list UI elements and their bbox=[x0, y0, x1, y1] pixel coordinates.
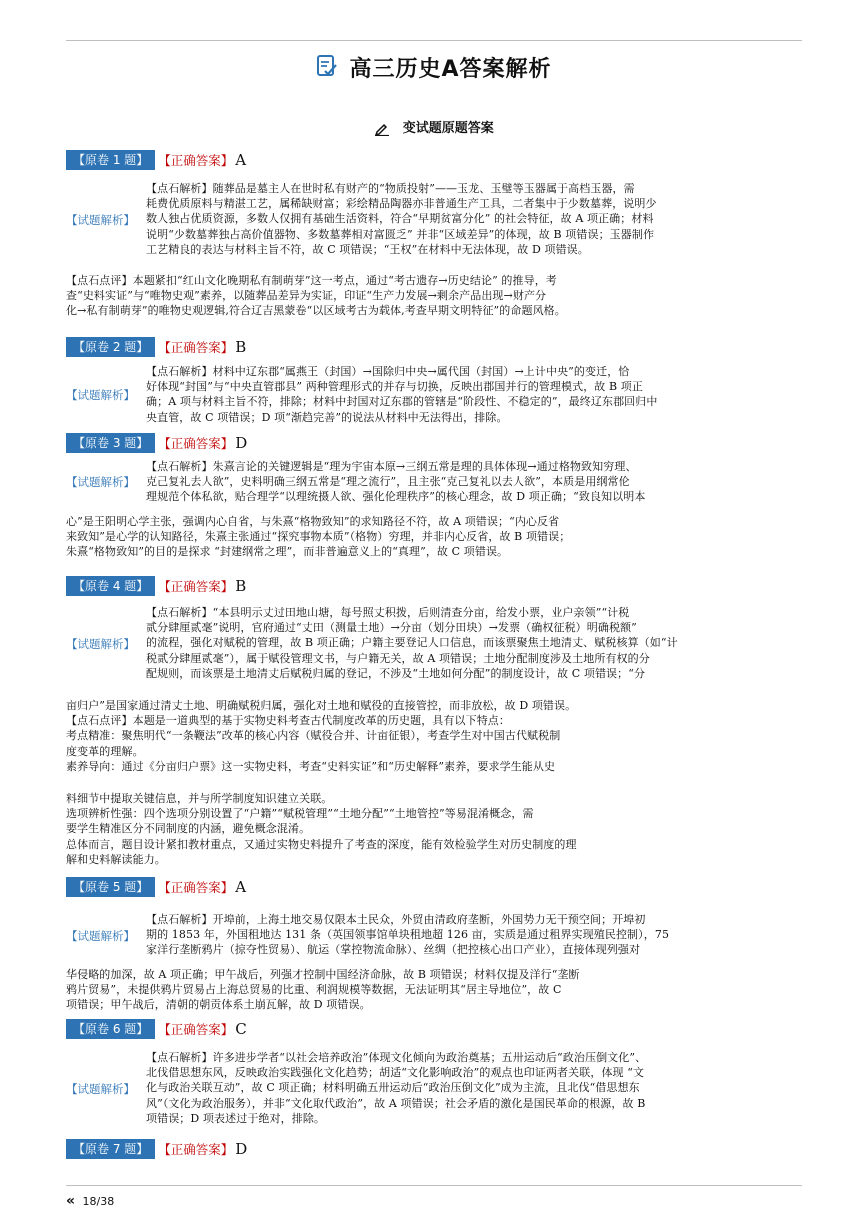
text-line: 期的 1853 年，外国租地达 131 条（英国领事馆单块租地超 126 亩，实质是通过租界实现殖民控制），75 bbox=[146, 928, 670, 942]
text-line: 配规则，而该票是土地清丈后赋税归属的登记，不涉及“土地如何分配”的制度设计，故 C 项错误；“分 bbox=[146, 666, 646, 680]
question-tag: 【原卷 7 题】 bbox=[66, 1139, 155, 1159]
question-tag: 【原卷 2 题】 bbox=[66, 337, 155, 357]
question-7-header bbox=[66, 1139, 247, 1159]
question-6-header bbox=[66, 1019, 247, 1039]
question-tag: 【原卷 3 题】 bbox=[66, 433, 155, 453]
text-line: 【点石解析】朱熹言论的关键逻辑是“理为宇宙本原→三纲五常是理的具体体现→通过格物致知穷理、 bbox=[146, 460, 637, 473]
text-line: 【点石解析】“本县明示丈过田地山塘，每号照丈积拨，后则清查分亩，给发小票，业户亲领”“计税 bbox=[146, 606, 630, 619]
text-line: 鸦片贸易”，未提供鸦片贸易占上海总贸易的比重、利润规模等数据，无法证明其“居主导地位”，故 C bbox=[66, 983, 562, 997]
text-line: 料细节中提取关键信息，并与所学制度知识建立关联。 bbox=[66, 792, 333, 805]
text-line: 好体现“封国”与“中央直管郡县” 两种管理形式的并存与切换，反映出郡国并行的管理模式，故 B 项正 bbox=[146, 380, 643, 394]
text-line: 朱熹“格物致知”的目的是探求 “封建纲常之理”，而非普遍意义上的“真理”，故 C 项错误。 bbox=[66, 545, 509, 559]
answer-label: 【正确答案】 bbox=[158, 1022, 234, 1037]
text-line: 亩归户”是国家通过清丈土地、明确赋税归属，强化对土地和赋役的直接管控，而非放松，故 D 项错误。 bbox=[66, 699, 577, 712]
section-subtitle-row bbox=[0, 117, 868, 136]
question-2-analysis bbox=[146, 364, 657, 425]
text-line: 风”（文化为政治服务），并非“文化取代政治”，故 A 项错误；社会矛盾的激化是国民革命的根源，故 B bbox=[146, 1096, 646, 1110]
text-line: 度变革的理解。 bbox=[66, 744, 144, 758]
top-rule bbox=[66, 40, 802, 41]
text-line: 【点石解析】随葬品是墓主人在世时私有财产的“物质投射”——玉龙、玉璧等玉器属于高档玉器，需 bbox=[146, 182, 635, 195]
text-line: 克己复礼去人欲”，史料明确三纲五常是“理之流行”，且主张“克己复礼以去人欲”，本质是用纲常伦 bbox=[146, 475, 630, 489]
text-line: 心”是王阳明心学主张，强调内心自省，与朱熹“格物致知”的求知路径不符，故 A 项错误；“内心反省 bbox=[66, 515, 560, 528]
text-line: 耗费优质原料与精湛工艺，属稀缺财富；彩绘精品陶器亦非普通生产工具，二者集中于少数墓葬，说明少 bbox=[146, 197, 657, 211]
text-line: 化与政治关联互动”，故 C 项正确；材料明确五卅运动后“政治压倒文化”成为主流，且北伐“借思想东 bbox=[146, 1081, 640, 1095]
answer-label: 【正确答案】 bbox=[158, 880, 234, 895]
analysis-side-label: 【试题解析】 bbox=[66, 1082, 135, 1096]
question-1-comment bbox=[66, 273, 566, 319]
answer-value: D bbox=[235, 1140, 248, 1158]
answer-label: 【正确答案】 bbox=[158, 153, 234, 168]
answer-value: C bbox=[235, 1020, 247, 1038]
text-line: 家洋行垄断鸦片（掠夺性贸易）、航运（掌控物流命脉）、丝绸（把控核心出口产业），直接体现列强对 bbox=[146, 943, 641, 957]
answer-value: A bbox=[235, 151, 247, 169]
text-line: 【点石点评】本题是一道典型的基于实物史料考查古代制度改革的历史题，具有以下特点： bbox=[66, 714, 510, 728]
question-4-analysis bbox=[146, 605, 678, 681]
text-line: 工艺精良的表达与材料主旨不符，故 C 项错误；“王权”在材料中无法体现，故 D 项错误。 bbox=[146, 242, 589, 256]
text-line: 央直管，故 C 项错误；D 项“渐趋完善”的说法从材料中无法得出，排除。 bbox=[146, 410, 508, 424]
text-line: 【点石解析】材料中辽东郡“属燕王（封国）→国除归中央→属代国（封国）→上计中央”的变迁，恰 bbox=[146, 365, 630, 378]
question-1-header bbox=[66, 150, 246, 170]
text-line: 项错误；D 项表述过于绝对，排除。 bbox=[146, 1111, 326, 1125]
question-5-header bbox=[66, 877, 246, 897]
question-tag: 【原卷 5 题】 bbox=[66, 877, 155, 897]
analysis-side-label: 【试题解析】 bbox=[66, 475, 135, 489]
question-tag: 【原卷 6 题】 bbox=[66, 1019, 155, 1039]
text-line: 确；A 项与材料主旨不符，排除；材料中封国对辽东郡的管辖是“阶段性、不稳定的”，最终辽东郡回归中 bbox=[146, 395, 658, 409]
question-2-header bbox=[66, 337, 246, 357]
question-tag: 【原卷 4 题】 bbox=[66, 576, 155, 596]
text-line: 理规范个体私欲，贴合理学“以理统摄人欲、强化伦理秩序”的核心理念，故 D 项正确；“致良知以明本 bbox=[146, 490, 646, 504]
text-line: 【点石解析】许多进步学者“以社会培养政治”体现文化倾向为政治奠基；五卅运动后“政治压倒文化”、 bbox=[146, 1051, 647, 1064]
text-line: 北伐借思想东风，反映政治实践强化文化趋势；胡适“文化影响政治”的观点也印证两者关联，体现 “文 bbox=[146, 1066, 645, 1080]
text-line: 数人独占优质资源，多数人仅拥有基础生活资料，符合“早期贫富分化” 的社会特征，故 A 项正确；材料 bbox=[146, 212, 654, 226]
text-line: 考点精准：聚焦明代“一条鞭法”改革的核心内容（赋役合并、计亩征银），考查学生对中国古代赋税制 bbox=[66, 729, 561, 743]
text-line: 来致知”是心学的认知路径，朱熹主张通过“探究事物本质”（格物）穷理，并非内心反省，故 B 项错误； bbox=[66, 530, 571, 544]
question-tag: 【原卷 1 题】 bbox=[66, 150, 155, 170]
question-4-comment-continued bbox=[66, 791, 577, 867]
page-footer bbox=[66, 1193, 114, 1209]
page-title: 高三历史A答案解析 bbox=[349, 57, 552, 82]
question-5-analysis-continued bbox=[66, 967, 580, 1013]
analysis-side-label: 【试题解析】 bbox=[66, 388, 135, 402]
section-subtitle: 变试题原题答案 bbox=[402, 121, 494, 136]
text-line: 要学生精准区分不同制度的内涵，避免概念混淆。 bbox=[66, 822, 311, 836]
answer-value: D bbox=[235, 434, 248, 452]
answer-label: 【正确答案】 bbox=[158, 340, 234, 355]
question-4-analysis-continued bbox=[66, 698, 576, 774]
answer-label: 【正确答案】 bbox=[158, 579, 234, 594]
question-4-header bbox=[66, 576, 246, 596]
text-line: 【点石点评】本题紧扣“红山文化晚期私有制萌芽”这一考点，通过“考古遗存→历史结论” 的推导，考 bbox=[66, 274, 557, 287]
text-line: 查“史料实证”与“唯物史观”素养，以随葬品差异为实证，印证“生产力发展→剩余产品出现→财产分 bbox=[66, 289, 547, 303]
previous-page-chevron-icon[interactable]: « bbox=[66, 1193, 76, 1209]
page-title-row bbox=[0, 52, 868, 83]
answer-value: A bbox=[235, 878, 247, 896]
text-line: 素养导向：通过《分亩归户票》这一实物史料，考查“史料实证”和“历史解释”素养，要求学生能从史 bbox=[66, 759, 556, 773]
analysis-side-label: 【试题解析】 bbox=[66, 637, 135, 651]
analysis-side-label: 【试题解析】 bbox=[66, 929, 135, 943]
text-line: 华侵略的加深，故 A 项正确；甲午战后，列强才控制中国经济命脉，故 B 项错误；材料仅提及洋行“垄断 bbox=[66, 968, 580, 981]
question-5-analysis bbox=[146, 912, 669, 958]
answer-label: 【正确答案】 bbox=[158, 1142, 234, 1157]
question-1-analysis bbox=[146, 181, 657, 257]
checklist-document-icon bbox=[316, 54, 338, 82]
text-line: 【点石解析】开埠前，上海土地交易仅限本土民众，外贸由清政府垄断，外国势力无干预空间；开埠初 bbox=[146, 913, 646, 926]
question-3-analysis-continued bbox=[66, 514, 570, 560]
text-line: 说明“少数墓葬独占高价值器物、多数墓葬相对富匮乏” 并非“区域差异”的体现，故 B 项错误；玉器制作 bbox=[146, 227, 655, 241]
text-line: 税贰分肆厘贰毫”），属于赋役管理文书，与户籍无关，故 A 项错误；土地分配制度涉及土地所有权的分 bbox=[146, 651, 650, 665]
analysis-side-label: 【试题解析】 bbox=[66, 213, 135, 227]
question-3-analysis bbox=[146, 459, 645, 505]
question-6-analysis bbox=[146, 1050, 646, 1126]
text-line: 项错误；甲午战后，清朝的朝贡体系土崩瓦解，故 D 项错误。 bbox=[66, 998, 371, 1012]
text-line: 化→私有制萌芽”的唯物史观逻辑,符合辽吉黑蒙卷“以区域考古为载体,考查早期文明特征”的命题风格。 bbox=[66, 304, 566, 318]
text-line: 的流程，强化对赋税的管理，故 B 项正确；户籍主要登记人口信息，而该票聚焦土地清丈、赋税核算（如“计 bbox=[146, 636, 678, 650]
question-3-header bbox=[66, 433, 247, 453]
text-line: 解和史料解读能力。 bbox=[66, 852, 166, 866]
bottom-rule bbox=[66, 1185, 802, 1186]
answer-label: 【正确答案】 bbox=[158, 436, 234, 451]
page-number: 18/38 bbox=[82, 1195, 115, 1208]
pen-edit-icon bbox=[374, 122, 390, 136]
text-line: 总体而言，题目设计紧扣教材重点，又通过实物史料提升了考查的深度，能有效检验学生对历史制度的理 bbox=[66, 837, 577, 851]
answer-value: B bbox=[235, 577, 247, 595]
text-line: 选项辨析性强：四个选项分别设置了“户籍”“赋税管理”“土地分配”“土地管控”等易混淆概念，需 bbox=[66, 807, 534, 821]
text-line: 贰分肆厘贰毫”说明，官府通过“丈田（测量土地）→分亩（划分田块）→发票（确权征税）明确税额” bbox=[146, 621, 637, 635]
answer-value: B bbox=[235, 338, 247, 356]
